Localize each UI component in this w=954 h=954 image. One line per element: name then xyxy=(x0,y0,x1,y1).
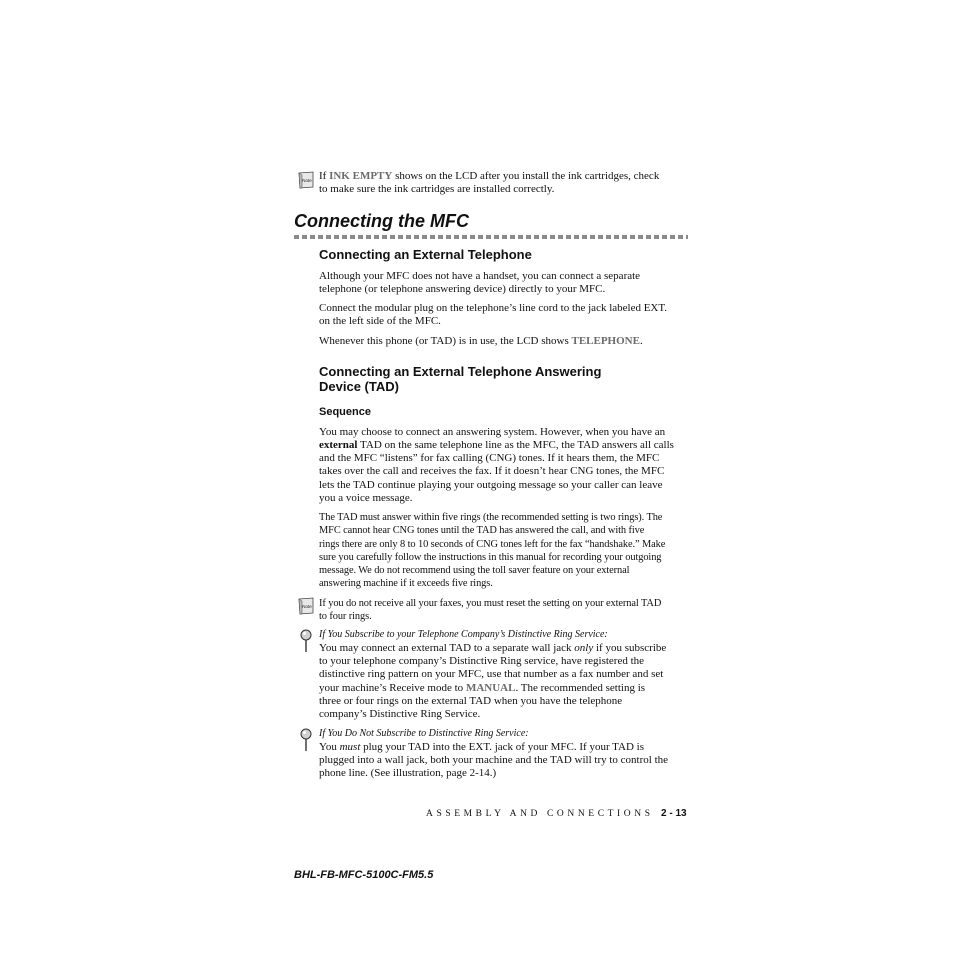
tip-text: to your telephone company’s Distinctive Ring service, have registered the xyxy=(319,655,645,667)
tip-text: You may connect an external TAD to a separate wall jack only if you subscribe xyxy=(319,642,667,654)
paragraph-line: Although your MFC does not have a handset, you can connect a separate xyxy=(319,270,641,282)
paragraph-line: Whenever this phone (or TAD) is in use, the LCD shows TELEPHONE. xyxy=(319,335,643,347)
paragraph-line: You may choose to connect an answering system. However, when you have an xyxy=(319,426,666,438)
pushpin-icon xyxy=(300,629,312,653)
note-text: If INK EMPTY shows on the LCD after you install the ink cartridges, check xyxy=(319,170,660,182)
note-icon xyxy=(297,597,315,615)
note-text: If you do not receive all your faxes, you must reset the setting on your external TAD xyxy=(319,598,662,609)
tip-text: three or four rings on the external TAD when you have the telephone xyxy=(319,695,623,707)
section-title: Connecting the MFC xyxy=(294,211,469,231)
paragraph-line: MFC cannot hear CNG tones until the TAD has answered the call, and with five xyxy=(319,525,645,536)
note-text: to make sure the ink cartridges are installed correctly. xyxy=(319,183,555,195)
tip-text: distinctive ring pattern on your MFC, use that number as a fax number and set xyxy=(319,668,664,680)
paragraph-line: on the left side of the MFC. xyxy=(319,315,441,327)
subsection-title: Connecting an External Telephone Answering xyxy=(319,364,602,379)
tip-text: your machine’s Receive mode to MANUAL. The recommended setting is xyxy=(319,682,646,694)
paragraph-line: message. We do not recommend using the toll saver feature on your external xyxy=(319,565,630,576)
pushpin-icon xyxy=(300,728,312,752)
paragraph-line: you a voice message. xyxy=(319,492,413,504)
svg-text:Note: Note xyxy=(302,178,312,183)
subsection-title: Device (TAD) xyxy=(319,379,399,394)
subsection-title: Connecting an External Telephone xyxy=(319,247,532,262)
tip-text: You must plug your TAD into the EXT. jack of your MFC. If your TAD is xyxy=(319,741,644,753)
paragraph-line: telephone (or telephone answering device) directly to your MFC. xyxy=(319,283,606,295)
paragraph-line: and the MFC “listens” for fax calling (CNG) tones. If it hears them, the MFC xyxy=(319,452,660,464)
note-icon xyxy=(297,171,315,189)
svg-text:Note: Note xyxy=(302,604,312,609)
paragraph-line: takes over the call and receives the fax. If it doesn’t hear CNG tones, the MFC xyxy=(319,465,665,477)
document-id: BHL-FB-MFC-5100C-FM5.5 xyxy=(294,869,434,881)
chapter-footer: ASSEMBLY AND CONNECTIONS xyxy=(426,809,654,819)
paragraph-line: Connect the modular plug on the telephone’s line cord to the jack labeled EXT. xyxy=(319,302,668,314)
paragraph-line: lets the TAD continue playing your outgoing message so your caller can leave xyxy=(319,479,663,491)
tip-text: company’s Distinctive Ring Service. xyxy=(319,708,481,720)
sequence-heading: Sequence xyxy=(319,406,371,418)
tip-text: phone line. (See illustration, page 2-14.) xyxy=(319,767,497,779)
paragraph-line: The TAD must answer within five rings (the recommended setting is two rings). The xyxy=(319,512,663,523)
paragraph-line: rings there are only 8 to 10 seconds of CNG tones left for the fax “handshake.” Make xyxy=(319,539,666,550)
paragraph-line: answering machine if it exceeds five rings. xyxy=(319,578,493,589)
page-number: 2 - 13 xyxy=(661,808,687,819)
paragraph-line: sure you carefully follow the instructions in this manual for recording your outgoing xyxy=(319,552,662,563)
note-text: to four rings. xyxy=(319,611,372,622)
tip-heading: If You Do Not Subscribe to Distinctive Ring Service: xyxy=(319,728,529,739)
tip-text: plugged into a wall jack, both your machine and the TAD will try to control the xyxy=(319,754,669,766)
tip-heading: If You Subscribe to your Telephone Company’s Distinctive Ring Service: xyxy=(319,629,608,640)
section-divider xyxy=(294,235,688,239)
paragraph-line: external TAD on the same telephone line as the MFC, the TAD answers all calls xyxy=(319,439,674,451)
